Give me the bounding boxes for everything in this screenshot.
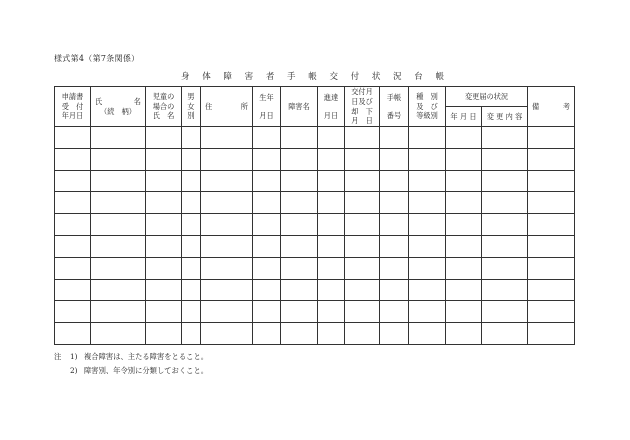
header-remarks-row	[528, 102, 574, 112]
table-cell	[409, 257, 446, 279]
table-cell	[409, 170, 446, 192]
table-cell	[482, 323, 528, 345]
header-text: 手帳	[386, 92, 402, 102]
table-row	[55, 257, 575, 279]
table-cell	[182, 257, 201, 279]
table-cell	[253, 170, 281, 192]
table-row	[55, 214, 575, 236]
table-cell	[182, 148, 201, 170]
table-cell	[182, 235, 201, 257]
table-cell	[409, 301, 446, 323]
table-cell	[281, 257, 318, 279]
table-cell	[380, 192, 409, 214]
table-cell	[318, 235, 345, 257]
table-cell	[409, 148, 446, 170]
table-cell	[55, 257, 91, 279]
table-cell	[91, 127, 146, 149]
table-cell	[91, 192, 146, 214]
table-cell	[446, 323, 482, 345]
table-cell	[528, 235, 575, 257]
table-cell	[380, 301, 409, 323]
header-text: 番号	[386, 110, 402, 120]
table-cell	[482, 148, 528, 170]
table-cell	[446, 257, 482, 279]
header-text: 等級別	[416, 111, 438, 121]
table-cell	[253, 301, 281, 323]
table-cell	[528, 148, 575, 170]
form-number: 様式第4（第7条関係）	[54, 54, 140, 63]
table-cell	[146, 192, 182, 214]
table-cell	[482, 257, 528, 279]
header-text: 住	[205, 101, 213, 111]
table-cell	[409, 279, 446, 301]
table-cell	[91, 235, 146, 257]
header-booklet	[380, 87, 409, 127]
note-number: 1)	[70, 352, 78, 361]
header-address-row	[201, 102, 252, 112]
table-cell	[482, 170, 528, 192]
table-cell	[91, 257, 146, 279]
header-text: 受 付	[61, 101, 84, 111]
table-cell	[345, 192, 380, 214]
table-cell	[182, 279, 201, 301]
table-cell	[380, 127, 409, 149]
table-cell	[409, 323, 446, 345]
table-cell	[482, 279, 528, 301]
header-text: 日及び	[351, 96, 373, 106]
table-cell	[318, 127, 345, 149]
table-cell	[281, 148, 318, 170]
note-text: 複合障害は、主たる障害をとること。	[84, 352, 209, 361]
table-cell	[182, 323, 201, 345]
header-text: 考	[562, 101, 571, 111]
header-name	[91, 87, 146, 127]
header-text: 種 別	[416, 91, 438, 101]
table-cell	[409, 127, 446, 149]
table-cell	[380, 235, 409, 257]
table-cell	[146, 148, 182, 170]
header-issue-date	[345, 87, 380, 127]
table-cell	[253, 279, 281, 301]
table-cell	[146, 257, 182, 279]
ledger-table	[54, 86, 575, 345]
table-cell	[182, 170, 201, 192]
table-cell	[281, 323, 318, 345]
header-text: 氏	[95, 96, 103, 106]
header-remarks	[528, 87, 575, 127]
header-text: 名	[133, 96, 141, 106]
table-cell	[201, 148, 253, 170]
table-cell	[380, 148, 409, 170]
note-line	[54, 350, 208, 364]
table-cell	[201, 170, 253, 192]
table-cell	[55, 279, 91, 301]
table-cell	[380, 257, 409, 279]
table-cell	[318, 148, 345, 170]
table-cell	[528, 192, 575, 214]
table-cell	[281, 235, 318, 257]
table-cell	[318, 257, 345, 279]
table-cell	[281, 214, 318, 236]
table-row	[55, 170, 575, 192]
table-cell	[380, 279, 409, 301]
header-change-content	[482, 107, 528, 127]
table-cell	[446, 279, 482, 301]
table-cell	[482, 192, 528, 214]
table-cell	[91, 148, 146, 170]
table-cell	[146, 301, 182, 323]
table-cell	[281, 192, 318, 214]
header-text: 及 び	[416, 101, 438, 111]
table-cell	[146, 323, 182, 345]
table-cell	[55, 301, 91, 323]
table-cell	[528, 301, 575, 323]
table-cell	[380, 170, 409, 192]
table-cell	[182, 301, 201, 323]
table-cell	[253, 257, 281, 279]
table-cell	[91, 279, 146, 301]
table-cell	[345, 235, 380, 257]
note-text: 障害別、年令別に分類しておくこと。	[84, 366, 209, 375]
table-cell	[55, 170, 91, 192]
table-cell	[91, 301, 146, 323]
table-cell	[201, 192, 253, 214]
table-cell	[201, 323, 253, 345]
table-row	[55, 301, 575, 323]
header-text: 進達	[323, 92, 339, 102]
table-cell	[345, 301, 380, 323]
table-cell	[253, 214, 281, 236]
table-cell	[446, 127, 482, 149]
table-cell	[318, 301, 345, 323]
table-cell	[318, 279, 345, 301]
table-cell	[91, 170, 146, 192]
table-cell	[528, 257, 575, 279]
table-cell	[253, 127, 281, 149]
table-cell	[146, 170, 182, 192]
table-row	[55, 279, 575, 301]
table-row	[55, 323, 575, 345]
table-cell	[201, 257, 253, 279]
note-line	[54, 364, 208, 378]
table-cell	[446, 170, 482, 192]
header-row-1	[55, 87, 575, 107]
header-text: 年 月 日	[450, 111, 477, 121]
header-text: 場合の	[152, 101, 175, 111]
header-sex	[182, 87, 201, 127]
table-cell	[318, 323, 345, 345]
header-text: 却 下	[351, 106, 373, 116]
header-address	[201, 87, 253, 127]
table-cell	[55, 214, 91, 236]
table-cell	[55, 127, 91, 149]
table-cell	[281, 127, 318, 149]
table-cell	[446, 301, 482, 323]
table-cell	[409, 214, 446, 236]
table-cell	[182, 214, 201, 236]
table-cell	[55, 323, 91, 345]
header-grade	[409, 87, 446, 127]
header-text: 所	[240, 101, 248, 111]
table-cell	[409, 192, 446, 214]
table-cell	[146, 235, 182, 257]
table-cell	[253, 323, 281, 345]
table-cell	[446, 214, 482, 236]
notes	[54, 350, 208, 378]
header-text: 交付月	[351, 87, 373, 97]
table-cell	[345, 214, 380, 236]
header-text: 生年	[259, 92, 274, 102]
table-cell	[482, 301, 528, 323]
table-cell	[345, 279, 380, 301]
header-birth	[253, 87, 281, 127]
header-text: 備	[532, 101, 540, 111]
table-cell	[182, 192, 201, 214]
table-cell	[91, 323, 146, 345]
table-cell	[345, 323, 380, 345]
table-cell	[201, 235, 253, 257]
header-text: 別	[187, 111, 195, 121]
table-cell	[146, 279, 182, 301]
table-cell	[482, 214, 528, 236]
header-disability	[281, 87, 318, 127]
header-text: 年月日	[61, 111, 84, 121]
table-row	[55, 192, 575, 214]
table-cell	[146, 127, 182, 149]
table-cell	[55, 148, 91, 170]
table-cell	[318, 214, 345, 236]
table-cell	[528, 170, 575, 192]
header-text: 女	[187, 101, 195, 111]
header-text: 氏 名	[152, 111, 175, 121]
header-text: 男	[187, 91, 195, 101]
header-text: （続 柄）	[100, 106, 136, 116]
table-cell	[345, 257, 380, 279]
header-change-group	[446, 87, 528, 107]
table-cell	[482, 235, 528, 257]
header-progress	[318, 87, 345, 127]
table-cell	[446, 235, 482, 257]
table-row	[55, 127, 575, 149]
header-text: 児童の	[152, 91, 175, 101]
header-text: 変 更 内 容	[486, 111, 523, 121]
table-cell	[201, 127, 253, 149]
table-cell	[253, 148, 281, 170]
note-number: 2)	[70, 366, 78, 375]
table-cell	[201, 279, 253, 301]
table-row	[55, 148, 575, 170]
table-cell	[253, 192, 281, 214]
table-cell	[55, 235, 91, 257]
table-cell	[146, 214, 182, 236]
note-prefix: 注	[54, 352, 62, 361]
table-cell	[528, 279, 575, 301]
table-cell	[201, 214, 253, 236]
header-child-name	[146, 87, 182, 127]
table-cell	[253, 235, 281, 257]
table-cell	[446, 192, 482, 214]
table-cell	[182, 127, 201, 149]
table-cell	[281, 301, 318, 323]
table-cell	[91, 214, 146, 236]
document-title: 身 体 障 害 者 手 帳 交 付 状 況 台 帳	[181, 72, 449, 82]
table-cell	[528, 323, 575, 345]
header-text: 変更届の状況	[464, 91, 509, 101]
table-cell	[380, 323, 409, 345]
table-cell	[528, 127, 575, 149]
table-cell	[345, 148, 380, 170]
header-name-row	[91, 97, 145, 107]
table-cell	[201, 301, 253, 323]
header-change-date	[446, 107, 482, 127]
header-text: 申請書	[61, 91, 84, 101]
header-applicant-date	[55, 87, 91, 127]
table-cell	[318, 192, 345, 214]
table-cell	[318, 170, 345, 192]
ledger-body	[55, 127, 575, 345]
table-cell	[409, 235, 446, 257]
header-text: 障害名	[288, 101, 310, 111]
table-row	[55, 235, 575, 257]
table-cell	[281, 170, 318, 192]
table-cell	[528, 214, 575, 236]
table-cell	[281, 279, 318, 301]
header-text: 月日	[323, 110, 339, 120]
header-text: 月日	[259, 110, 274, 120]
table-cell	[345, 170, 380, 192]
table-cell	[446, 148, 482, 170]
table-cell	[55, 192, 91, 214]
header-text: 月 日	[351, 116, 373, 126]
table-cell	[482, 127, 528, 149]
table-cell	[380, 214, 409, 236]
table-cell	[345, 127, 380, 149]
